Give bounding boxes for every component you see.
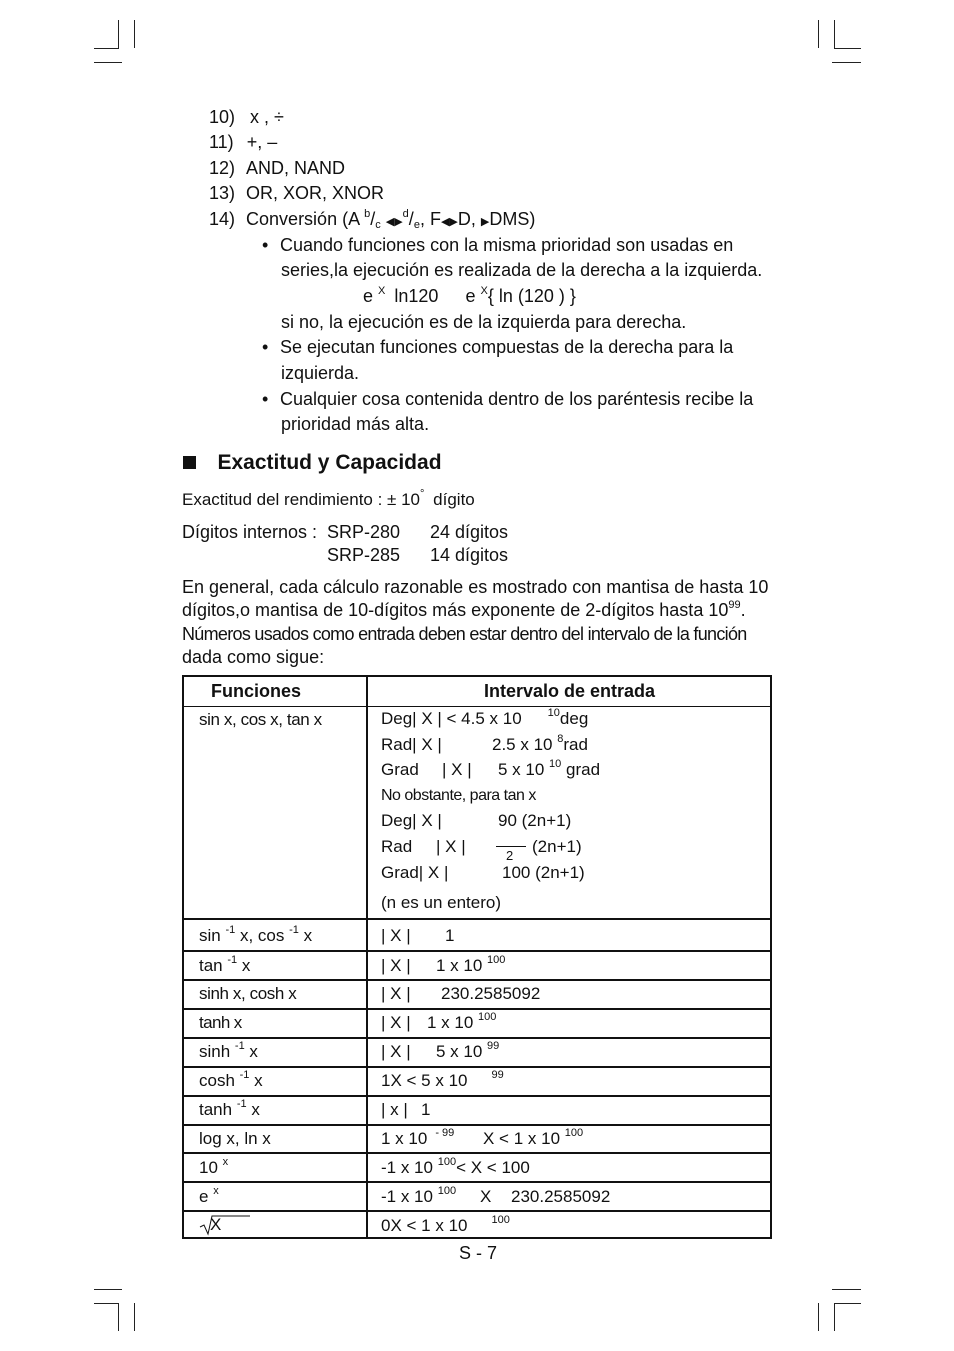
crop-mark [834,20,835,48]
table-cell-range [492,734,588,756]
range-text: 2.5 x 10 [492,735,553,754]
superscript: - 99 [435,1127,455,1139]
model-digits: 24 dígitos [430,522,509,542]
list-text: OR, XOR, XNOR [246,183,385,203]
crop-mark [134,1303,135,1331]
range-note: (n es un entero) [381,893,502,912]
function-text: X [210,1215,222,1234]
superscript: 8 [557,733,564,745]
crop-mark [94,1303,119,1304]
table-border [770,675,772,1239]
table-cell-function [199,955,250,977]
table-cell-range [381,1128,454,1150]
list-text: AND, NAND [246,158,346,178]
function-text: sin [199,926,226,945]
function-text: x [249,1071,263,1090]
section-header [183,450,442,476]
table-border [182,1237,772,1239]
function-text: tanh [199,1100,237,1119]
table-border [182,979,772,981]
list-text-part: D, [457,209,476,229]
bullet-icon: • [262,389,269,409]
superscript: 100 [491,1214,510,1226]
superscript: x [222,1156,229,1168]
list-text [246,209,535,229]
list-item [209,106,284,128]
table-cell-range [381,1070,504,1092]
crop-mark [818,1303,819,1331]
table-border [182,1037,772,1039]
range-text: Rad| X | [381,735,442,754]
slash: / [408,209,414,229]
function-text: x [237,956,251,975]
list-text: x , ÷ [250,107,284,127]
formula-part: { ln (120 ) } [487,286,576,306]
function-text: x [244,1042,258,1061]
bullet-text: Cualquier cosa contenida dentro de los paréntesis recibe la [280,389,754,409]
formula-part: e [465,286,476,306]
list-text-part: Conversión (A [246,209,365,229]
range-text: Deg| X | [381,811,442,830]
range-text: deg [559,709,589,728]
fraction-bar [496,846,526,847]
model-name: SRP-285 [327,545,401,565]
table-border [182,1210,772,1212]
table-cell-function [199,1157,228,1179]
range-text: 1 [445,926,455,945]
internal-digits-label: Dígitos internos : [182,522,318,542]
bullet-icon: • [262,235,269,255]
superscript: 100 [437,1185,457,1197]
crop-mark [94,1289,122,1290]
left-right-arrow-icon: ◀▶ [440,216,458,228]
crop-mark [834,1303,861,1304]
range-text: -1 x 10 [381,1187,433,1206]
crop-mark [818,20,819,48]
superscript: X [480,285,488,297]
list-text-part: , F [419,209,441,229]
range-text: grad [566,760,601,779]
superscript: 100 [478,1011,497,1023]
list-item [209,182,384,204]
left-right-arrow-icon: ◀▶ [385,216,403,228]
subscript: c [375,219,381,231]
function-text: x [246,1100,260,1119]
table-cell-range [381,1186,456,1208]
table-border [182,706,772,707]
table-cell-function [199,1186,219,1208]
table-border [182,1181,772,1183]
range-text: 0X < 1 x 10 [381,1216,468,1235]
formula-part: ln120 [394,286,439,306]
superscript: X [378,285,386,297]
range-text: < X < 100 [456,1158,530,1177]
table-cell-range [483,1128,583,1150]
page-number: S - 7 [459,1243,498,1263]
range-text: Rad [381,837,413,856]
table-cell-range [381,1215,510,1237]
bullet-text: Se ejecutan funciones compuestas de la derecha para la [280,337,734,357]
table-cell-range [381,708,588,730]
function-text: x, cos [235,926,290,945]
superscript: 100 [437,1156,457,1168]
range-text: 5 x 10 [436,1042,483,1061]
superscript: 99 [728,599,741,611]
range-text: rad [563,735,588,754]
function-text: e [199,1187,214,1206]
bullet-text: izquierda. [281,363,360,383]
table-cell-function [199,1099,260,1121]
range-text: Deg| X | < 4.5 x 10 [381,709,522,728]
superscript: 99 [491,1069,504,1081]
superscript: 99 [487,1040,500,1052]
range-text: | X | [381,984,411,1003]
list-number: 12) [209,158,236,178]
superscript: -1 [225,924,236,936]
superscript: 100 [564,1127,584,1139]
table-cell-function: tanh x [199,1013,242,1032]
range-text: X < 1 x 10 [483,1129,561,1148]
accuracy-line [182,489,475,511]
table-border [182,1124,772,1126]
model-name: SRP-280 [327,522,401,542]
table-border [182,675,184,1239]
formula-example [363,285,576,307]
range-text: 1X < 5 x 10 [381,1071,468,1090]
table-header-functions: Funciones [211,681,302,701]
list-number: 11) [209,132,234,152]
superscript: x [213,1185,219,1197]
superscript: b [364,208,371,220]
table-cell-range [436,955,505,977]
range-text: Grad [381,760,419,779]
bullet-text: Cuando funciones con la misma prioridad son usadas en [280,235,734,255]
paragraph-text: . [740,600,746,620]
superscript: -1 [239,1069,250,1081]
superscript: ° [420,488,425,500]
section-title: Exactitud y Capacidad [217,451,442,474]
superscript: -1 [227,954,238,966]
table-cell-range [381,1157,530,1179]
superscript: -1 [289,924,299,936]
table-border [182,1066,772,1068]
crop-mark [118,20,119,48]
paragraph-line [182,599,746,621]
accuracy-label: Exactitud del rendimiento : ± 10 [182,490,421,509]
crop-mark [94,48,119,49]
range-text: | X | [436,837,466,856]
crop-mark [832,62,861,63]
range-text: 1 x 10 [436,956,483,975]
range-text: 1 x 10 [381,1129,428,1148]
crop-mark [118,1303,119,1331]
crop-mark [834,1303,835,1331]
paragraph-line: dada como sigue: [182,647,325,667]
list-item [209,157,345,179]
superscript: 10 [547,707,560,719]
superscript: 100 [487,954,506,966]
table-header-range: Intervalo de entrada [484,681,656,701]
range-text: 90 (2n+1) [498,811,572,830]
list-number: 10) [209,107,236,127]
formula-part: e [363,286,374,306]
function-text: x [298,926,313,945]
table-border [182,1008,772,1010]
function-text: 10 [199,1158,223,1177]
model-digits: 14 dígitos [430,545,509,565]
superscript: -1 [234,1040,245,1052]
list-text-part: DMS) [489,209,536,229]
superscript: d [402,208,409,220]
table-cell-function: sinh x, cosh x [199,984,297,1003]
range-text: 5 x 10 [498,760,545,779]
sqrt-symbol [198,1214,222,1236]
range-note: No obstante, para tan x [381,787,536,804]
table-border [182,675,772,677]
bullet-text: si no, la ejecución es de la izquierda para derecha. [281,312,687,332]
function-text: cosh [199,1071,240,1090]
crop-mark [834,48,861,49]
range-text: 1 [421,1100,431,1119]
range-text: | X | [381,926,411,945]
table-cell-range [436,1041,499,1063]
bullet-text: prioridad más alta. [281,414,430,434]
range-text: 230.2585092 [441,984,541,1003]
table-border [182,1152,772,1154]
range-text: (2n+1) [532,837,582,856]
range-text: 100 (2n+1) [502,863,585,882]
range-text: | X | [381,1042,411,1061]
range-text: Grad| X | [381,863,449,882]
list-text: +, – [246,132,278,152]
table-border [182,918,772,920]
table-cell-function [199,925,312,947]
list-number: 14) [209,209,236,229]
paragraph-line: Números usados como entrada deben estar dentro del intervalo de la función [182,624,747,644]
bullet-icon: • [262,337,269,357]
range-text: -1 x 10 [381,1158,433,1177]
range-text: | X | [381,956,411,975]
table-cell-function: log x, ln x [199,1129,271,1148]
fraction-denominator: 2 [506,848,514,863]
table-cell-function [199,1041,258,1063]
crop-mark [832,1289,861,1290]
list-number: 13) [209,183,236,203]
table-cell-function: sin x, cos x, tan x [199,710,322,729]
slash: / [370,209,376,229]
paragraph-line: En general, cada cálculo razonable es mostrado con mantisa de hasta 10 [182,577,769,597]
range-text: X [480,1187,492,1206]
sqrt-radical-icon [198,1214,254,1236]
table-cell-range [427,1012,496,1034]
table-border [366,675,368,1239]
table-cell-range [498,759,600,781]
crop-mark [94,62,122,63]
table-border [182,950,772,952]
range-text: | X | [381,1013,411,1032]
square-bullet-icon [183,456,196,469]
range-text: | x | [381,1100,408,1119]
range-text: 230.2585092 [511,1187,611,1206]
function-text: sinh [199,1042,235,1061]
paragraph-text: dígitos,o mantisa de 10-dígitos más exponente de 2-dígitos hasta 10 [182,600,729,620]
right-arrow-icon: ▶ [480,216,490,228]
superscript: 10 [549,758,562,770]
bullet-text: series,la ejecución es realizada de la derecha a la izquierda. [281,260,763,280]
table-border [182,1095,772,1097]
crop-mark [134,20,135,48]
range-text: | X | [442,760,472,779]
range-text: 1 x 10 [427,1013,474,1032]
list-item [209,131,277,153]
table-cell-function [199,1070,263,1092]
subscript: e [413,219,420,231]
list-item [209,208,535,233]
superscript: -1 [236,1098,247,1110]
accuracy-unit: dígito [433,490,475,509]
function-text: tan [199,956,228,975]
